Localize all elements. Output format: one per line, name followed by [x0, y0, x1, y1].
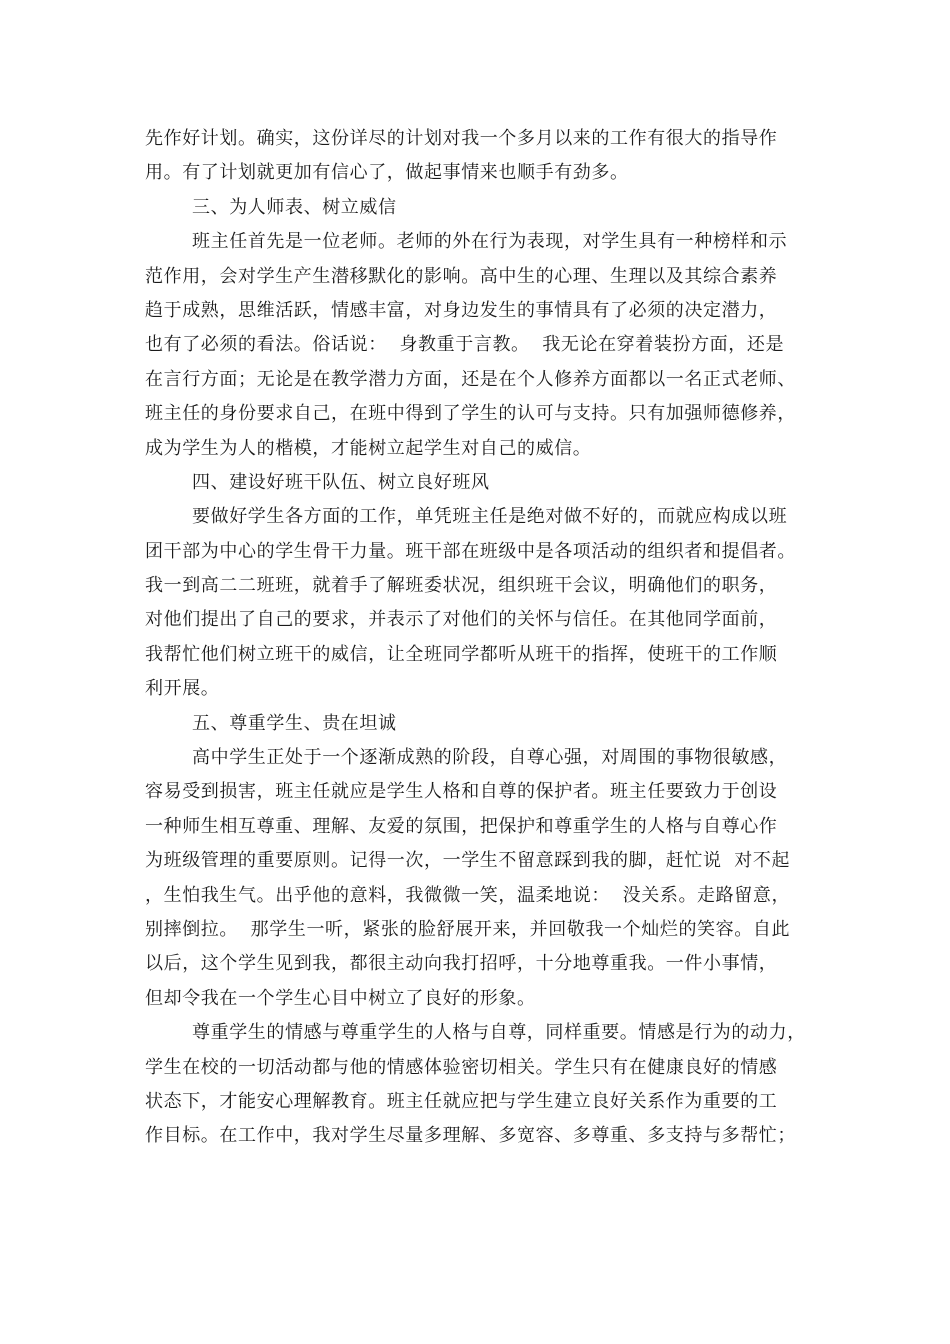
text-line: 作目标。在工作中，我对学生尽量多理解、多宽容、多尊重、多支持与多帮忙； — [145, 1125, 796, 1147]
section-heading: 三、为人师表、树立威信 — [192, 196, 397, 218]
text-line: 班主任首先是一位老师。老师的外在行为表现，对学生具有一种榜样和示 — [192, 231, 788, 253]
text-line: 别摔倒拉。 那学生一听，紧张的脸舒展开来，并回敬我一个灿烂的笑容。自此 — [145, 918, 791, 940]
text-line: 范作用，会对学生产生潜移默化的影响。高中生的心理、生理以及其综合素养 — [145, 265, 778, 287]
section-heading: 四、建设好班干队伍、树立良好班风 — [192, 471, 490, 493]
text-line: 在言行方面；无论是在教学潜力方面，还是在个人修养方面都以一名正式老师、 — [145, 368, 796, 390]
text-line: 先作好计划。确实，这份详尽的计划对我一个多月以来的工作有很大的指导作 — [145, 128, 778, 149]
text-line: 也有了必须的看法。俗话说： 身教重于言教。 我无论在穿着装扮方面，还是 — [145, 334, 785, 356]
text-line: 尊重学生的情感与尊重学生的人格与自尊，同样重要。情感是行为的动力， — [192, 1022, 806, 1044]
text-line: 但却令我在一个学生心目中树立了良好的形象。 — [145, 987, 536, 1009]
section-heading: 五、尊重学生、贵在坦诚 — [192, 712, 397, 734]
text-line: ，生怕我生气。出乎他的意料，我微微一笑，温柔地说： 没关系。走路留意， — [145, 884, 791, 906]
text-line: 成为学生为人的楷模，才能树立起学生对自己的威信。 — [145, 437, 592, 459]
text-line: 学生在校的一切活动都与他的情感体验密切相关。学生只有在健康良好的情感 — [145, 1056, 778, 1078]
text-line: 为班级管理的重要原则。记得一次，一学生不留意踩到我的脚，赶忙说 对不起 — [145, 850, 791, 872]
text-line: 用。有了计划就更加有信心了，做起事情来也顺手有劲多。 — [145, 162, 629, 184]
text-line: 团干部为中心的学生骨干力量。班干部在班级中是各项活动的组织者和提倡者。 — [145, 540, 796, 562]
text-line: 状态下，才能安心理解教育。班主任就应把与学生建立良好关系作为重要的工 — [145, 1090, 778, 1112]
text-line: 对他们提出了自己的要求，并表示了对他们的关怀与信任。在其他同学面前， — [145, 609, 778, 631]
text-line: 趋于成熟，思维活跃，情感丰富，对身边发生的事情具有了必须的决定潜力， — [145, 299, 778, 321]
text-line: 要做好学生各方面的工作，单凭班主任是绝对做不好的，而就应构成以班 — [192, 506, 788, 528]
text-line: 利开展。 — [145, 678, 220, 700]
text-line: 我一到高二二班班，就着手了解班委状况，组织班干会议，明确他们的职务， — [145, 575, 778, 597]
text-line: 一种师生相互尊重、理解、友爱的氛围，把保护和尊重学生的人格与自尊心作 — [145, 815, 778, 837]
text-line: 高中学生正处于一个逐渐成熟的阶段，自尊心强，对周围的事物很敏感， — [192, 747, 788, 769]
document-body — [145, 122, 815, 1154]
text-line: 容易受到损害，班主任就应是学生人格和自尊的保护者。班主任要致力于创设 — [145, 781, 778, 803]
text-line: 班主任的身份要求自己，在班中得到了学生的认可与支持。只有加强师德修养， — [145, 403, 796, 425]
text-line: 我帮忙他们树立班干的威信，让全班同学都听从班干的指挥，使班干的工作顺 — [145, 643, 778, 665]
text-line: 以后，这个学生见到我，都很主动向我打招呼，十分地尊重我。一件小事情， — [145, 953, 778, 975]
